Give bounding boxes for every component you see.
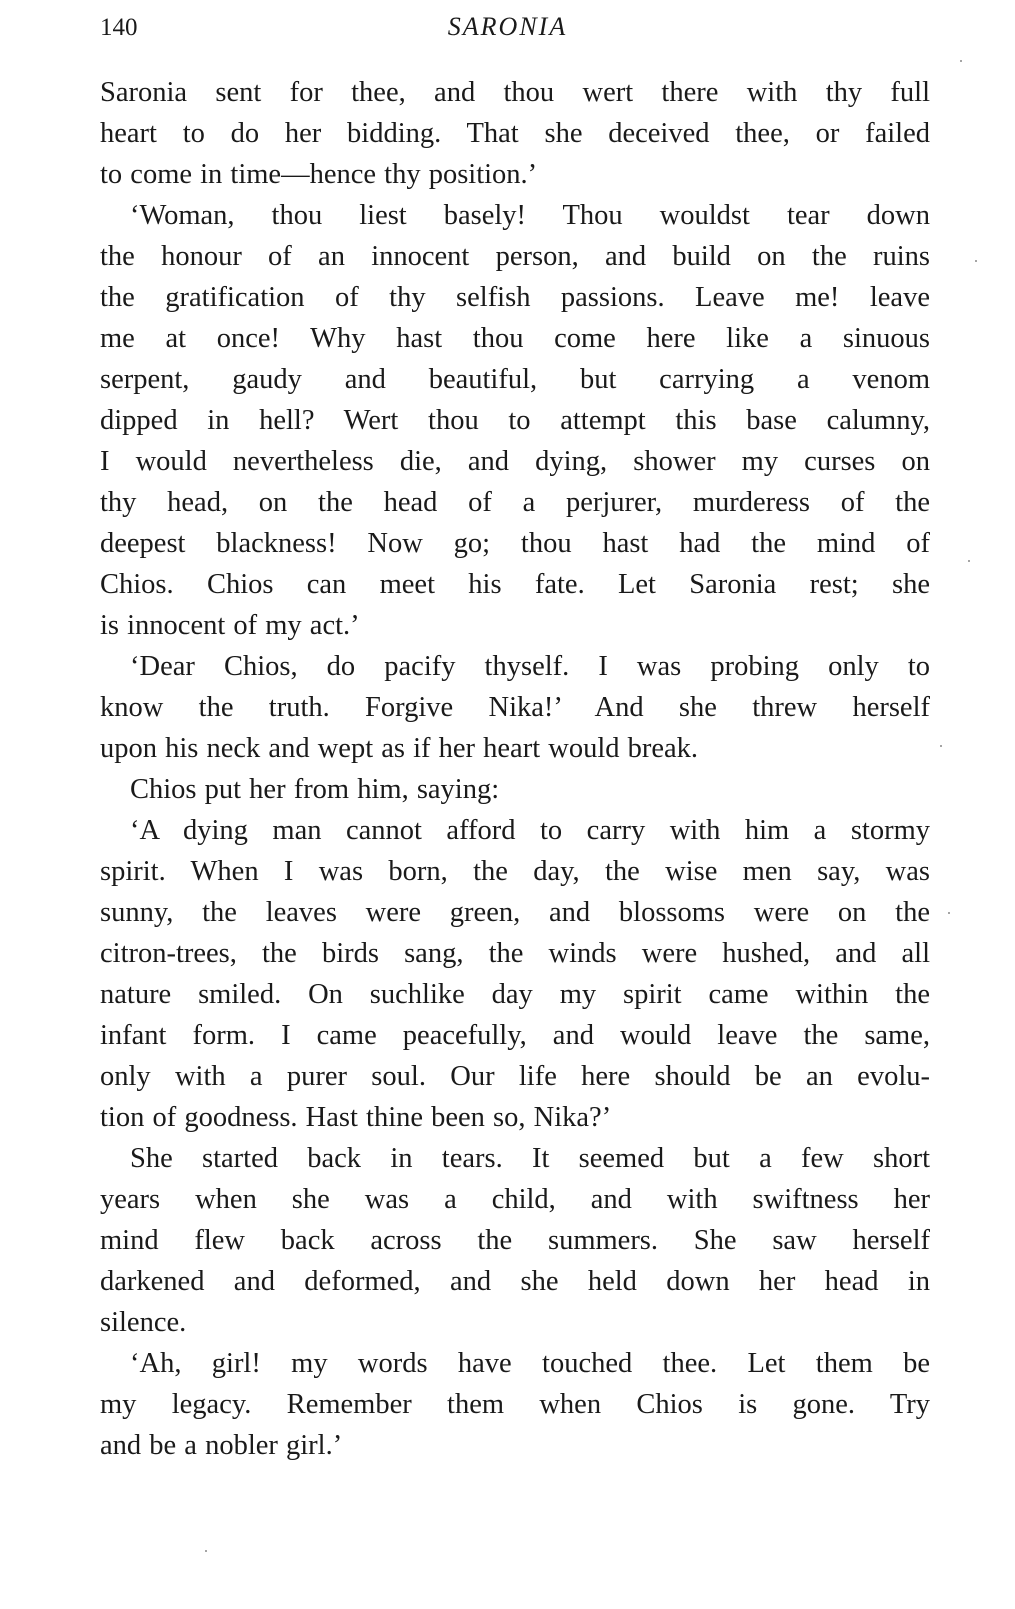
text-line: know the truth. Forgive Nika!’ And she threw herself xyxy=(100,692,930,723)
scan-speck xyxy=(975,260,977,262)
text-line: me at once! Why hast thou come here like a sinuous xyxy=(100,323,930,354)
text-line: deepest blackness! Now go; thou hast had the mind of xyxy=(100,528,930,559)
text-line: mind flew back across the summers. She saw herself xyxy=(100,1225,930,1256)
text-line: my legacy. Remember them when Chios is gone. Try xyxy=(100,1389,930,1420)
text-line: sunny, the leaves were green, and blossoms were on the xyxy=(100,897,930,928)
scan-speck xyxy=(960,60,962,62)
text-line: Saronia sent for thee, and thou wert there with thy full xyxy=(100,77,930,108)
text-line: citron-trees, the birds sang, the winds were hushed, and all xyxy=(100,938,930,969)
text-line: infant form. I came peacefully, and would leave the same, xyxy=(100,1020,930,1051)
text-line: the gratification of thy selfish passions. Leave me! leave xyxy=(100,282,930,313)
page-number: 140 xyxy=(100,14,138,41)
text-line: ‘Dear Chios, do pacify thyself. I was probing only to xyxy=(130,651,930,682)
text-line: ‘A dying man cannot afford to carry with him a stormy xyxy=(130,815,930,846)
text-line: nature smiled. On suchlike day my spirit came within the xyxy=(100,979,930,1010)
text-line: upon his neck and wept as if her heart would break. xyxy=(100,733,699,764)
scan-speck xyxy=(948,912,950,914)
text-line: heart to do her bidding. That she deceived thee, or failed xyxy=(100,118,930,149)
scan-speck xyxy=(940,745,942,747)
scan-speck xyxy=(205,1550,207,1552)
text-line: only with a purer soul. Our life here should be an evolu- xyxy=(100,1061,930,1092)
text-line: thy head, on the head of a perjurer, murderess of the xyxy=(100,487,930,518)
text-line: is innocent of my act.’ xyxy=(100,610,360,641)
text-line: serpent, gaudy and beautiful, but carrying a venom xyxy=(100,364,930,395)
text-line: I would nevertheless die, and dying, shower my curses on xyxy=(100,446,930,477)
text-line: Chios put her from him, saying: xyxy=(130,774,500,805)
text-line: the honour of an innocent person, and build on the ruins xyxy=(100,241,930,272)
body-text xyxy=(100,72,930,1466)
text-line: silence. xyxy=(100,1307,187,1338)
text-line: ‘Ah, girl! my words have touched thee. Let them be xyxy=(130,1348,930,1379)
text-line: Chios. Chios can meet his fate. Let Saronia rest; she xyxy=(100,569,930,600)
text-line: tion of goodness. Hast thine been so, Nika?’ xyxy=(100,1102,612,1133)
text-line: ‘Woman, thou liest basely! Thou wouldst tear down xyxy=(130,200,930,231)
text-line: and be a nobler girl.’ xyxy=(100,1430,343,1461)
text-line: years when she was a child, and with swiftness her xyxy=(100,1184,930,1215)
text-line: spirit. When I was born, the day, the wise men say, was xyxy=(100,856,930,887)
text-line: She started back in tears. It seemed but a few short xyxy=(130,1143,930,1174)
text-line: dipped in hell? Wert thou to attempt this base calumny, xyxy=(100,405,930,436)
text-line: darkened and deformed, and she held down her head in xyxy=(100,1266,930,1297)
running-title: SARONIA xyxy=(447,12,568,41)
text-line: to come in time—hence thy position.’ xyxy=(100,159,538,190)
scan-speck xyxy=(968,560,970,562)
